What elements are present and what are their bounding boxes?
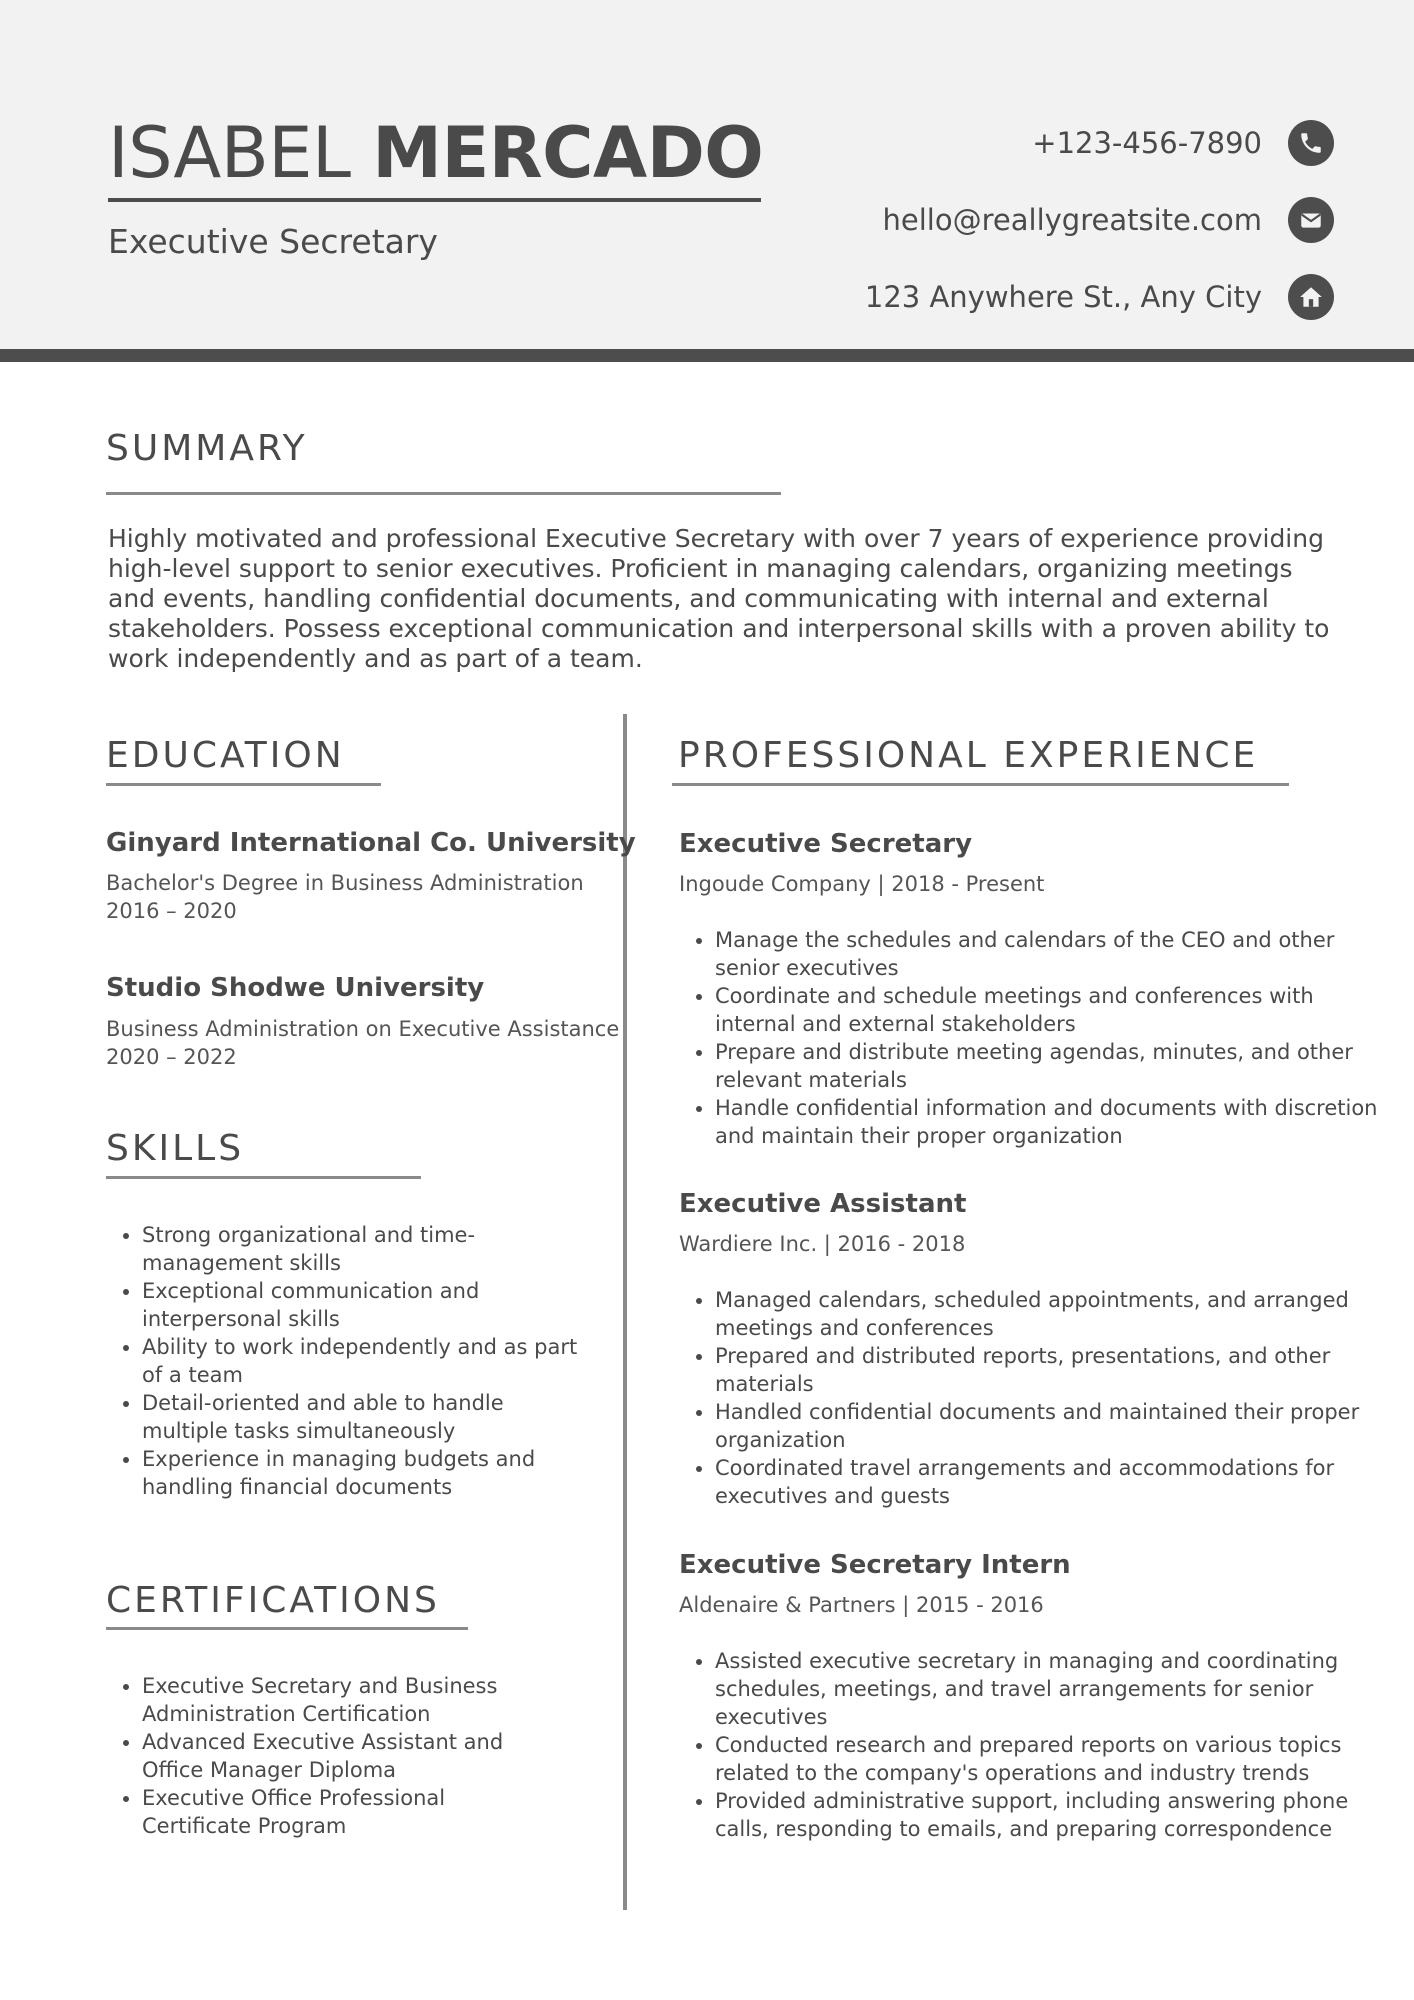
- street-address: 123 Anywhere St., Any City: [864, 279, 1262, 314]
- list-item: • Assisted executive secretary in managing and coordinating schedules, meetings, and travel arrangements for senior executives: [715, 1647, 1395, 1731]
- list-item: • Provided administrative support, including answering phone calls, responding to emails, and preparing correspondence: [715, 1787, 1395, 1843]
- skills-heading: SKILLS: [106, 1128, 245, 1169]
- skills-underline: [106, 1176, 421, 1179]
- list-item: • Executive Office Professional Certificate Program: [142, 1784, 552, 1840]
- job-duties-list: [679, 1647, 1395, 1843]
- summary-text: Highly motivated and professional Executive Secretary with over 7 years of experience providing high-level support to senior executives. Proficient in managing calendars, organizing meetings and events, handling confidential documents, and communicating with internal and external stakeholders. Possess exceptional communication and interpersonal skills with a proven ability to work independently and as part of a team.: [108, 524, 1330, 673]
- list-item: • Detail-oriented and able to handle multiple tasks simultaneously: [142, 1389, 582, 1445]
- list-item: • Coordinated travel arrangements and accommodations for executives and guests: [715, 1454, 1395, 1510]
- list-item: • Advanced Executive Assistant and Office Manager Diploma: [142, 1728, 552, 1784]
- job-company: Wardiere Inc. | 2016 - 2018: [679, 1232, 966, 1256]
- experience-underline: [672, 783, 1289, 786]
- list-item: • Experience in managing budgets and handling financial documents: [142, 1445, 582, 1501]
- job-company: Aldenaire & Partners | 2015 - 2016: [679, 1593, 1044, 1617]
- summary-heading: SUMMARY: [106, 428, 308, 469]
- summary-underline: [106, 492, 781, 495]
- job-duties-list: [679, 1286, 1395, 1510]
- certifications-list: [106, 1672, 552, 1840]
- job-role: Executive Assistant: [679, 1189, 967, 1219]
- certifications-underline: [106, 1627, 468, 1630]
- list-item: • Handle confidential information and documents with discretion and maintain their proper organization: [715, 1094, 1385, 1150]
- phone-number: +123-456-7890: [1032, 125, 1262, 160]
- education-underline: [106, 783, 381, 786]
- certifications-heading: CERTIFICATIONS: [106, 1580, 440, 1621]
- education-school: Studio Shodwe University: [106, 973, 485, 1003]
- email-icon: [1288, 197, 1334, 243]
- list-item: • Exceptional communication and interpersonal skills: [142, 1277, 582, 1333]
- education-years: 2020 – 2022: [106, 1045, 237, 1069]
- list-item: • Managed calendars, scheduled appointments, and arranged meetings and conferences: [715, 1286, 1395, 1342]
- list-item: • Ability to work independently and as part of a team: [142, 1333, 582, 1389]
- column-divider: [623, 714, 627, 1910]
- email-address: hello@reallygreatsite.com: [882, 202, 1262, 237]
- job-role: Executive Secretary Intern: [679, 1550, 1071, 1580]
- list-item: • Coordinate and schedule meetings and conferences with internal and external stakeholders: [715, 982, 1385, 1038]
- job-company: Ingoude Company | 2018 - Present: [679, 872, 1045, 896]
- list-item: • Prepare and distribute meeting agendas, minutes, and other relevant materials: [715, 1038, 1385, 1094]
- list-item: • Conducted research and prepared reports on various topics related to the company's operations and industry trends: [715, 1731, 1395, 1787]
- list-item: • Handled confidential documents and maintained their proper organization: [715, 1398, 1395, 1454]
- contact-email: [634, 181, 1334, 258]
- education-heading: EDUCATION: [106, 735, 345, 776]
- home-icon: [1288, 274, 1334, 320]
- education-years: 2016 – 2020: [106, 899, 237, 923]
- job-role: Executive Secretary: [679, 829, 973, 859]
- skills-list: [106, 1221, 582, 1501]
- experience-heading: PROFESSIONAL EXPERIENCE: [678, 735, 1259, 776]
- job-title: Executive Secretary: [108, 222, 438, 261]
- contact-address: [634, 258, 1334, 335]
- list-item: • Prepared and distributed reports, presentations, and other materials: [715, 1342, 1395, 1398]
- job-duties-list: [679, 926, 1385, 1150]
- contact-info: [634, 104, 1334, 335]
- contact-phone: [634, 104, 1334, 181]
- last-name: MERCADO: [372, 112, 764, 194]
- phone-icon: [1288, 120, 1334, 166]
- header-divider-bar: [0, 349, 1414, 362]
- education-degree: Bachelor's Degree in Business Administration: [106, 871, 584, 895]
- list-item: • Manage the schedules and calendars of the CEO and other senior executives: [715, 926, 1385, 982]
- list-item: • Executive Secretary and Business Administration Certification: [142, 1672, 552, 1728]
- education-school: Ginyard International Co. University: [106, 828, 636, 858]
- first-name: ISABEL: [108, 112, 351, 194]
- list-item: • Strong organizational and time-management skills: [142, 1221, 582, 1277]
- education-degree: Business Administration on Executive Assistance: [106, 1017, 620, 1041]
